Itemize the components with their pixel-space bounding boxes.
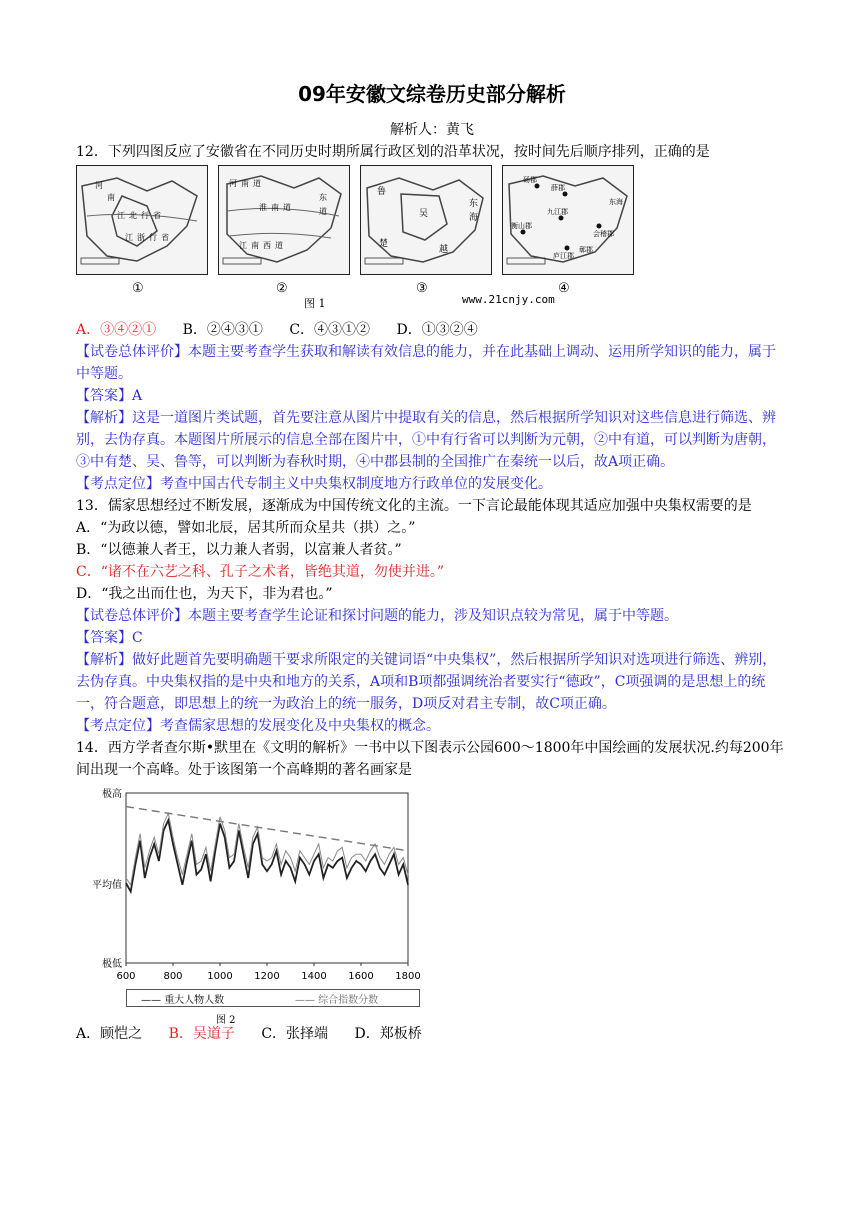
series-line-1: [126, 820, 408, 891]
q12-option-b: B．②④③①: [182, 322, 263, 338]
map-4-text-4: 会稽郡: [593, 230, 614, 238]
x-tick-label: 600: [116, 971, 136, 982]
map-1-text-3: 江: [117, 211, 125, 220]
y-tick-label: 极低: [102, 959, 122, 970]
q13-point: 【考点定位】考查儒家思想的发展变化及中央集权的概念。: [76, 718, 440, 734]
map-2-text-1: 河: [229, 179, 237, 188]
q13-option-c: C．“诸不在六艺之科、孔子之术者，皆绝其道，勿使并进。”: [76, 564, 445, 580]
map-1: [76, 165, 208, 275]
map-2-text-7: 江: [239, 241, 247, 250]
map-2-text-2: 南: [241, 179, 249, 188]
q13-option-d: D．“我之出而仕也，为天下，非为君也。”: [76, 586, 333, 602]
q14-option-c: C．张择端: [261, 1026, 329, 1042]
figure-2-label: 图 2: [216, 1015, 236, 1026]
figure-1-label: 图 1: [304, 297, 326, 310]
q13-option-a: A．“为政以德，譬如北辰，居其所而众星共（拱）之。”: [76, 520, 416, 536]
q14-stem: 14．西方学者查尔斯•默里在《文明的解析》一书中以下图表示公园600～1800年中国绘画的发展状况.约每200年间出现一个高峰。处于该图第一个高峰期的著名画家是: [76, 740, 784, 778]
legend-item-1: —— 重大人物人数: [141, 995, 225, 1006]
map-2-text-9: 西: [263, 241, 271, 250]
q14-option-b: B．吴道子: [168, 1026, 235, 1042]
map-4-text-5: 东海: [609, 198, 623, 206]
q13-option-b: B．“以德兼人者王，以力兼人者弱，以富兼人者贫。”: [76, 542, 402, 558]
map-1-text-5: 行: [141, 211, 149, 220]
map-4-text-3: 九江郡: [547, 208, 568, 216]
author-line: 解析人：黄飞: [390, 122, 474, 138]
q14-options: [76, 1023, 788, 1045]
map-3-text-6: 海: [469, 213, 479, 223]
q12-option-a: A．③④②①: [76, 322, 157, 338]
map-1-text-7: 江: [125, 233, 133, 242]
x-tick-label: 1600: [348, 971, 374, 982]
map-1-text-1: 河: [95, 181, 103, 190]
q12-stem: 12．下列四图反应了安徽省在不同历史时期所属行政区划的沿革状况，按时间先后顺序排列，正确的是: [76, 144, 710, 160]
q13-stem: 13．儒家思想经过不断发展，逐渐成为中国传统文化的主流。一下言论最能体现其适应加强中央集权需要的是: [76, 498, 752, 514]
map-1-text-2: 南: [107, 193, 115, 202]
map-3-label: ③: [416, 281, 428, 296]
x-tick-label: 1400: [301, 971, 327, 982]
legend-label-2: 综合指数分数: [318, 995, 379, 1006]
x-tick-label: 1000: [207, 971, 233, 982]
q12-option-d: D．①③②④: [396, 322, 478, 338]
q12-point: 【考点定位】考查中国古代专制主义中央集权制度地方行政单位的发展变化。: [76, 476, 552, 492]
map-2-text-5: 南: [271, 203, 279, 212]
map-3-text-3: 吴: [419, 209, 429, 219]
map-2-text-10: 道: [275, 241, 283, 250]
legend-item-2: —— 综合指数分数: [295, 995, 379, 1006]
map-4-text-6: 庐江郡: [553, 252, 574, 260]
q13-answer: 【答案】C: [76, 630, 143, 646]
map-2-text-4: 淮: [259, 203, 267, 212]
map-2-text-3: 道: [253, 179, 261, 188]
x-tick-label: 1200: [254, 971, 280, 982]
q13-evaluation: 【试卷总体评价】本题主要考查学生论证和探讨问题的能力，涉及知识点较为常见，属于中等题。: [76, 608, 678, 624]
map-2-text-11: 东: [319, 193, 327, 202]
q13-analysis: 【解析】做好此题首先要明确题干要求所限定的关键词语“中央集权”，然后根据所学知识对选项进行筛选、辨别，去伪存真。中央集权指的是中央和地方的关系，A项和B项都强调统治者要实行“德政”，C项强调的是思想上的统一，符合题意，即思想上的统一为政治上的统一服务，D项反对君主专制，故C项正确。: [76, 652, 777, 712]
map-4-text-2: 薛郡: [551, 184, 565, 192]
map-1-text-10: 省: [161, 233, 169, 242]
map-1-label: ①: [132, 281, 144, 296]
q12-evaluation: 【试卷总体评价】本题主要考查学生获取和解读有效信息的能力，并在此基础上调动、运用所学知识的能力，属于中等题。: [76, 344, 776, 382]
map-2-label: ②: [276, 281, 288, 296]
x-tick-label: 800: [163, 971, 183, 982]
page-title: 09年安徽文综卷历史部分解析: [298, 82, 566, 106]
chart-figure-2: [76, 785, 436, 1026]
map-4: [502, 165, 634, 275]
map-1-text-4: 北: [129, 211, 137, 220]
x-tick-label: 1800: [395, 971, 421, 982]
q12-analysis: 【解析】这是一道图片类试题，首先要注意从图片中提取有关的信息，然后根据所学知识对这些信息进行筛选、辨别，去伪存真。本题图片所展示的信息全部在图片中，①中有行省可以判断为元朝，②中有道，可以判断为唐朝，③中有楚、吴、鲁等，可以判断为春秋时期，④中郡县制的全国推广在秦统一以后，故A项正确。: [76, 410, 776, 470]
map-4-label: ④: [558, 281, 570, 296]
map-4-text-8: 衡山郡: [511, 222, 532, 230]
map-3-text-4: 越: [439, 245, 449, 255]
q12-maps-figure: [76, 165, 788, 313]
map-3-text-2: 楚: [379, 239, 389, 249]
q14-option-a: A．顾恺之: [76, 1026, 143, 1042]
map-1-text-6: 省: [153, 211, 161, 220]
series-line-3: [126, 807, 408, 851]
map-2: [218, 165, 350, 275]
map-3: [360, 165, 492, 275]
map-3-text-1: 鲁: [377, 187, 387, 197]
watermark-text: www.21cnjy.com: [462, 293, 555, 306]
q12-answer: 【答案】A: [76, 388, 143, 404]
chart-svg: [76, 785, 436, 989]
map-3-text-5: 东: [469, 199, 479, 209]
y-tick-label: 极高: [102, 789, 122, 800]
chart-legend: [126, 989, 420, 1007]
map-2-text-8: 南: [251, 241, 259, 250]
map-2-text-12: 道: [319, 207, 327, 216]
q12-options: [76, 319, 788, 341]
map-1-text-9: 行: [149, 233, 157, 242]
map-4-text-1: 砀郡: [523, 176, 537, 184]
q12-option-c: C．④③①②: [289, 322, 371, 338]
legend-label-1: 重大人物人数: [164, 995, 225, 1006]
document-page: [76, 70, 788, 1045]
q14-option-d: D．郑板桥: [354, 1026, 422, 1042]
map-2-text-6: 道: [283, 203, 291, 212]
y-tick-label: 平均值: [92, 880, 122, 891]
map-1-text-8: 浙: [137, 233, 145, 242]
map-4-text-7: 鄣郡: [579, 246, 593, 254]
